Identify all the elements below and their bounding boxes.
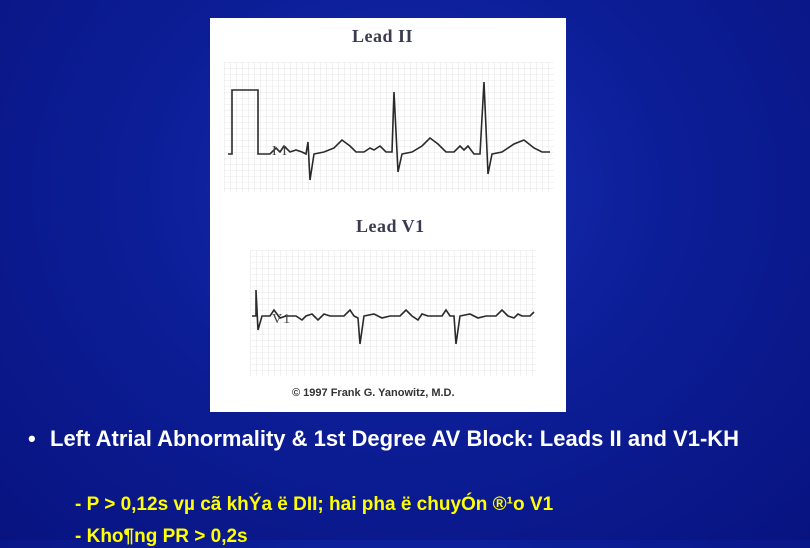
sub-line-1: - P > 0,12s vµ cã khÝa ë DII; hai pha ë chuyÓn ®¹o V1 [75,494,554,515]
lead-v1-strip [250,250,536,376]
sub-line-2: - Kho¶ng PR > 0,2s [75,526,248,547]
lead-ii-trace [224,62,554,192]
lead-ii-label: I I [272,144,288,159]
lead-v1-title: Lead V1 [356,216,425,236]
ecg-figure [210,18,566,412]
bullet-text: Left Atrial Abnormality & 1st Degree AV Block: Leads II and V1-KH [50,426,740,451]
lead-v1-label: V1 [272,312,292,327]
lead-ii-title: Lead II [352,26,414,46]
bullet-dot: • [28,426,36,451]
copyright-text: © 1997 Frank G. Yanowitz, M.D. [292,387,455,399]
lead-v1-trace [250,250,536,376]
lead-ii-strip [224,62,554,192]
